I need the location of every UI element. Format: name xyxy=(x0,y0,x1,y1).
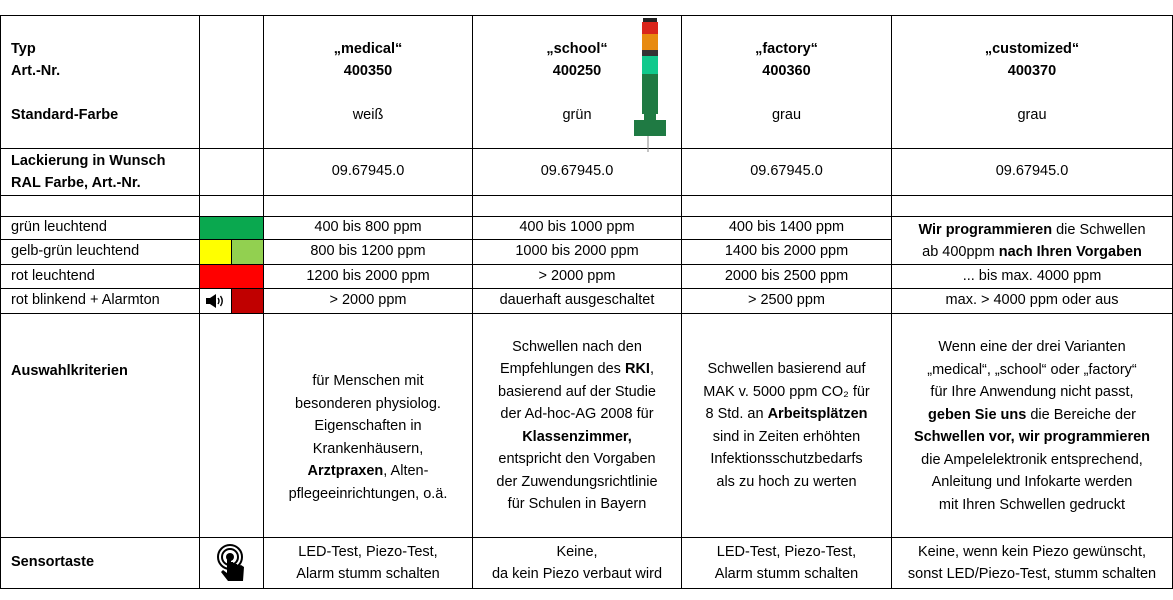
custom-emph1: Wir programmieren xyxy=(918,221,1053,238)
lackierung-label-line1: Lackierung in Wunsch xyxy=(11,153,166,169)
text-emph: Arztpraxen xyxy=(307,463,384,479)
empty-cell xyxy=(200,314,264,538)
text-line: für Menschen mit xyxy=(312,373,424,389)
variant-artnr: 400350 xyxy=(343,63,393,79)
text-line: , xyxy=(649,361,654,377)
level-label: rot blinkend + Alarmton xyxy=(1,289,200,314)
text-line: Eigenschaften in xyxy=(314,418,422,434)
text-line: „medical“, „school“ oder „factory“ xyxy=(927,361,1137,378)
green-swatch xyxy=(200,217,264,240)
variant-color: grün xyxy=(562,107,592,123)
text-emph: geben Sie uns xyxy=(928,406,1027,423)
auswahl-row xyxy=(1,314,1173,538)
lackierung-medical: 09.67945.0 xyxy=(264,149,473,196)
text-line: für Ihre Anwendung nicht passt, xyxy=(930,384,1134,400)
variant-artnr: 400250 xyxy=(552,63,602,79)
variant-name: „medical“ xyxy=(333,41,403,57)
level-school: dauerhaft ausgeschaltet xyxy=(473,289,682,314)
text-line: der Ad-hoc-AG 2008 für xyxy=(500,406,654,422)
level-label: gelb-grün leuchtend xyxy=(1,240,200,265)
level-row-rot xyxy=(1,265,1173,289)
level-medical: 800 bis 1200 ppm xyxy=(264,240,473,265)
auswahl-school xyxy=(473,314,682,538)
sensor-row xyxy=(1,538,1173,589)
text-emph: RKI xyxy=(624,361,650,377)
variant-name: „factory“ xyxy=(755,41,818,57)
header-school xyxy=(473,16,682,149)
variant-color: grau xyxy=(771,107,802,123)
header-label-cell xyxy=(1,16,200,149)
text-line: als zu hoch zu werten xyxy=(716,473,857,490)
blink-swatch xyxy=(200,289,264,314)
speaker-icon xyxy=(200,289,231,313)
level-factory: 1400 bis 2000 ppm xyxy=(682,240,892,265)
text-emph: Schwellen vor, wir programmieren xyxy=(913,429,1151,445)
text-line: sonst LED/Piezo-Test, stumm schalten xyxy=(907,566,1157,582)
level-school: > 2000 ppm xyxy=(473,265,682,289)
text-line: MAK v. 5000 ppm CO₂ für xyxy=(703,383,870,400)
variant-color: weiß xyxy=(352,107,384,123)
label-typ: Typ xyxy=(11,41,36,57)
spacer-row xyxy=(1,196,1173,217)
product-comparison-table xyxy=(0,15,1173,589)
level-medical: > 2000 ppm xyxy=(264,289,473,314)
level-row-blink xyxy=(1,289,1173,314)
level-customized-merged xyxy=(892,217,1173,265)
auswahl-medical xyxy=(264,314,473,538)
text-line: der Zuwendungsrichtlinie xyxy=(496,473,658,490)
level-customized: max. > 4000 ppm oder aus xyxy=(892,289,1173,314)
text-line: sind in Zeiten erhöhten xyxy=(712,428,861,445)
level-school: 1000 bis 2000 ppm xyxy=(473,240,682,265)
lackierung-row xyxy=(1,149,1173,196)
custom-text2: ab 400ppm xyxy=(922,243,999,260)
auswahl-customized xyxy=(892,314,1173,538)
level-row-gruen xyxy=(1,217,1173,240)
text-line: Alarm stumm schalten xyxy=(714,566,859,582)
text-line: für Schulen in Bayern xyxy=(507,496,647,512)
text-line: Alarm stumm schalten xyxy=(296,566,440,582)
yellow-green-swatch xyxy=(200,240,264,265)
label-artnr: Art.-Nr. xyxy=(11,63,61,79)
text-line: Krankenhäusern, xyxy=(312,440,424,457)
text-line: mit Ihren Schwellen gedruckt xyxy=(938,496,1126,513)
lackierung-factory: 09.67945.0 xyxy=(682,149,892,196)
lackierung-label-line2: RAL Farbe, Art.-Nr. xyxy=(11,175,141,191)
touch-button-icon xyxy=(200,538,264,589)
level-factory: 2000 bis 2500 ppm xyxy=(682,265,892,289)
text-line: pflegeeinrichtungen, o.ä. xyxy=(288,485,448,502)
level-label: rot leuchtend xyxy=(1,265,200,289)
lackierung-customized: 09.67945.0 xyxy=(892,149,1173,196)
lackierung-label xyxy=(1,149,200,196)
custom-emph2: nach Ihren Vorgaben xyxy=(998,243,1142,260)
header-factory xyxy=(682,16,892,149)
sensor-factory xyxy=(682,538,892,589)
header-row xyxy=(1,16,1173,149)
level-school: 400 bis 1000 ppm xyxy=(473,217,682,240)
text-emph: Arbeitsplätzen xyxy=(767,406,868,422)
variant-artnr: 400370 xyxy=(1007,63,1057,79)
text-line: Keine, wenn kein Piezo gewünscht, xyxy=(917,544,1147,560)
text-line: die Bereiche der xyxy=(1026,406,1136,423)
text-line: die Ampelelektronik entsprechend, xyxy=(921,451,1143,468)
text-line: Infektionsschutzbedarfs xyxy=(710,451,863,467)
text-line: Keine, xyxy=(556,544,598,560)
text-line: Anleitung und Infokarte werden xyxy=(931,474,1133,490)
level-factory: 400 bis 1400 ppm xyxy=(682,217,892,240)
variant-name: „school“ xyxy=(546,41,608,57)
auswahl-label: Auswahlkriterien xyxy=(1,314,200,538)
label-standard-farbe: Standard-Farbe xyxy=(11,107,119,123)
variant-name: „customized“ xyxy=(984,41,1080,57)
auswahl-factory xyxy=(682,314,892,538)
custom-text1: die Schwellen xyxy=(1052,221,1146,238)
variant-artnr: 400360 xyxy=(762,63,811,79)
lackierung-school: 09.67945.0 xyxy=(473,149,682,196)
text-line: LED-Test, Piezo-Test, xyxy=(716,544,857,560)
level-label: grün leuchtend xyxy=(1,217,200,240)
text-line: Schwellen basierend auf xyxy=(707,361,866,377)
text-line: Schwellen nach den xyxy=(512,338,642,355)
text-line: Wenn eine der drei Varianten xyxy=(938,339,1126,355)
text-line: , Alten- xyxy=(383,463,429,479)
level-medical: 1200 bis 2000 ppm xyxy=(264,265,473,289)
variant-color: grau xyxy=(1017,107,1047,123)
header-medical xyxy=(264,16,473,149)
text-line: Empfehlungen des xyxy=(500,361,625,377)
text-line: entspricht den Vorgaben xyxy=(498,451,656,467)
signal-tower-lamp-icon xyxy=(629,18,677,154)
level-customized: ... bis max. 4000 ppm xyxy=(892,265,1173,289)
sensor-school xyxy=(473,538,682,589)
text-line: basierend auf der Studie xyxy=(498,383,656,400)
sensor-medical xyxy=(264,538,473,589)
text-line: da kein Piezo verbaut wird xyxy=(491,566,663,582)
header-customized xyxy=(892,16,1173,149)
text-line: LED-Test, Piezo-Test, xyxy=(298,544,438,560)
level-medical: 400 bis 800 ppm xyxy=(264,217,473,240)
text-emph: Klassenzimmer, xyxy=(522,428,632,445)
text-line: besonderen physiolog. xyxy=(295,395,441,412)
sensor-label: Sensortaste xyxy=(1,538,200,589)
text-line: 8 Std. an xyxy=(705,406,768,422)
red-swatch xyxy=(200,265,264,289)
empty-cell xyxy=(200,16,264,149)
empty-cell xyxy=(200,149,264,196)
level-factory: > 2500 ppm xyxy=(682,289,892,314)
sensor-customized xyxy=(892,538,1173,589)
